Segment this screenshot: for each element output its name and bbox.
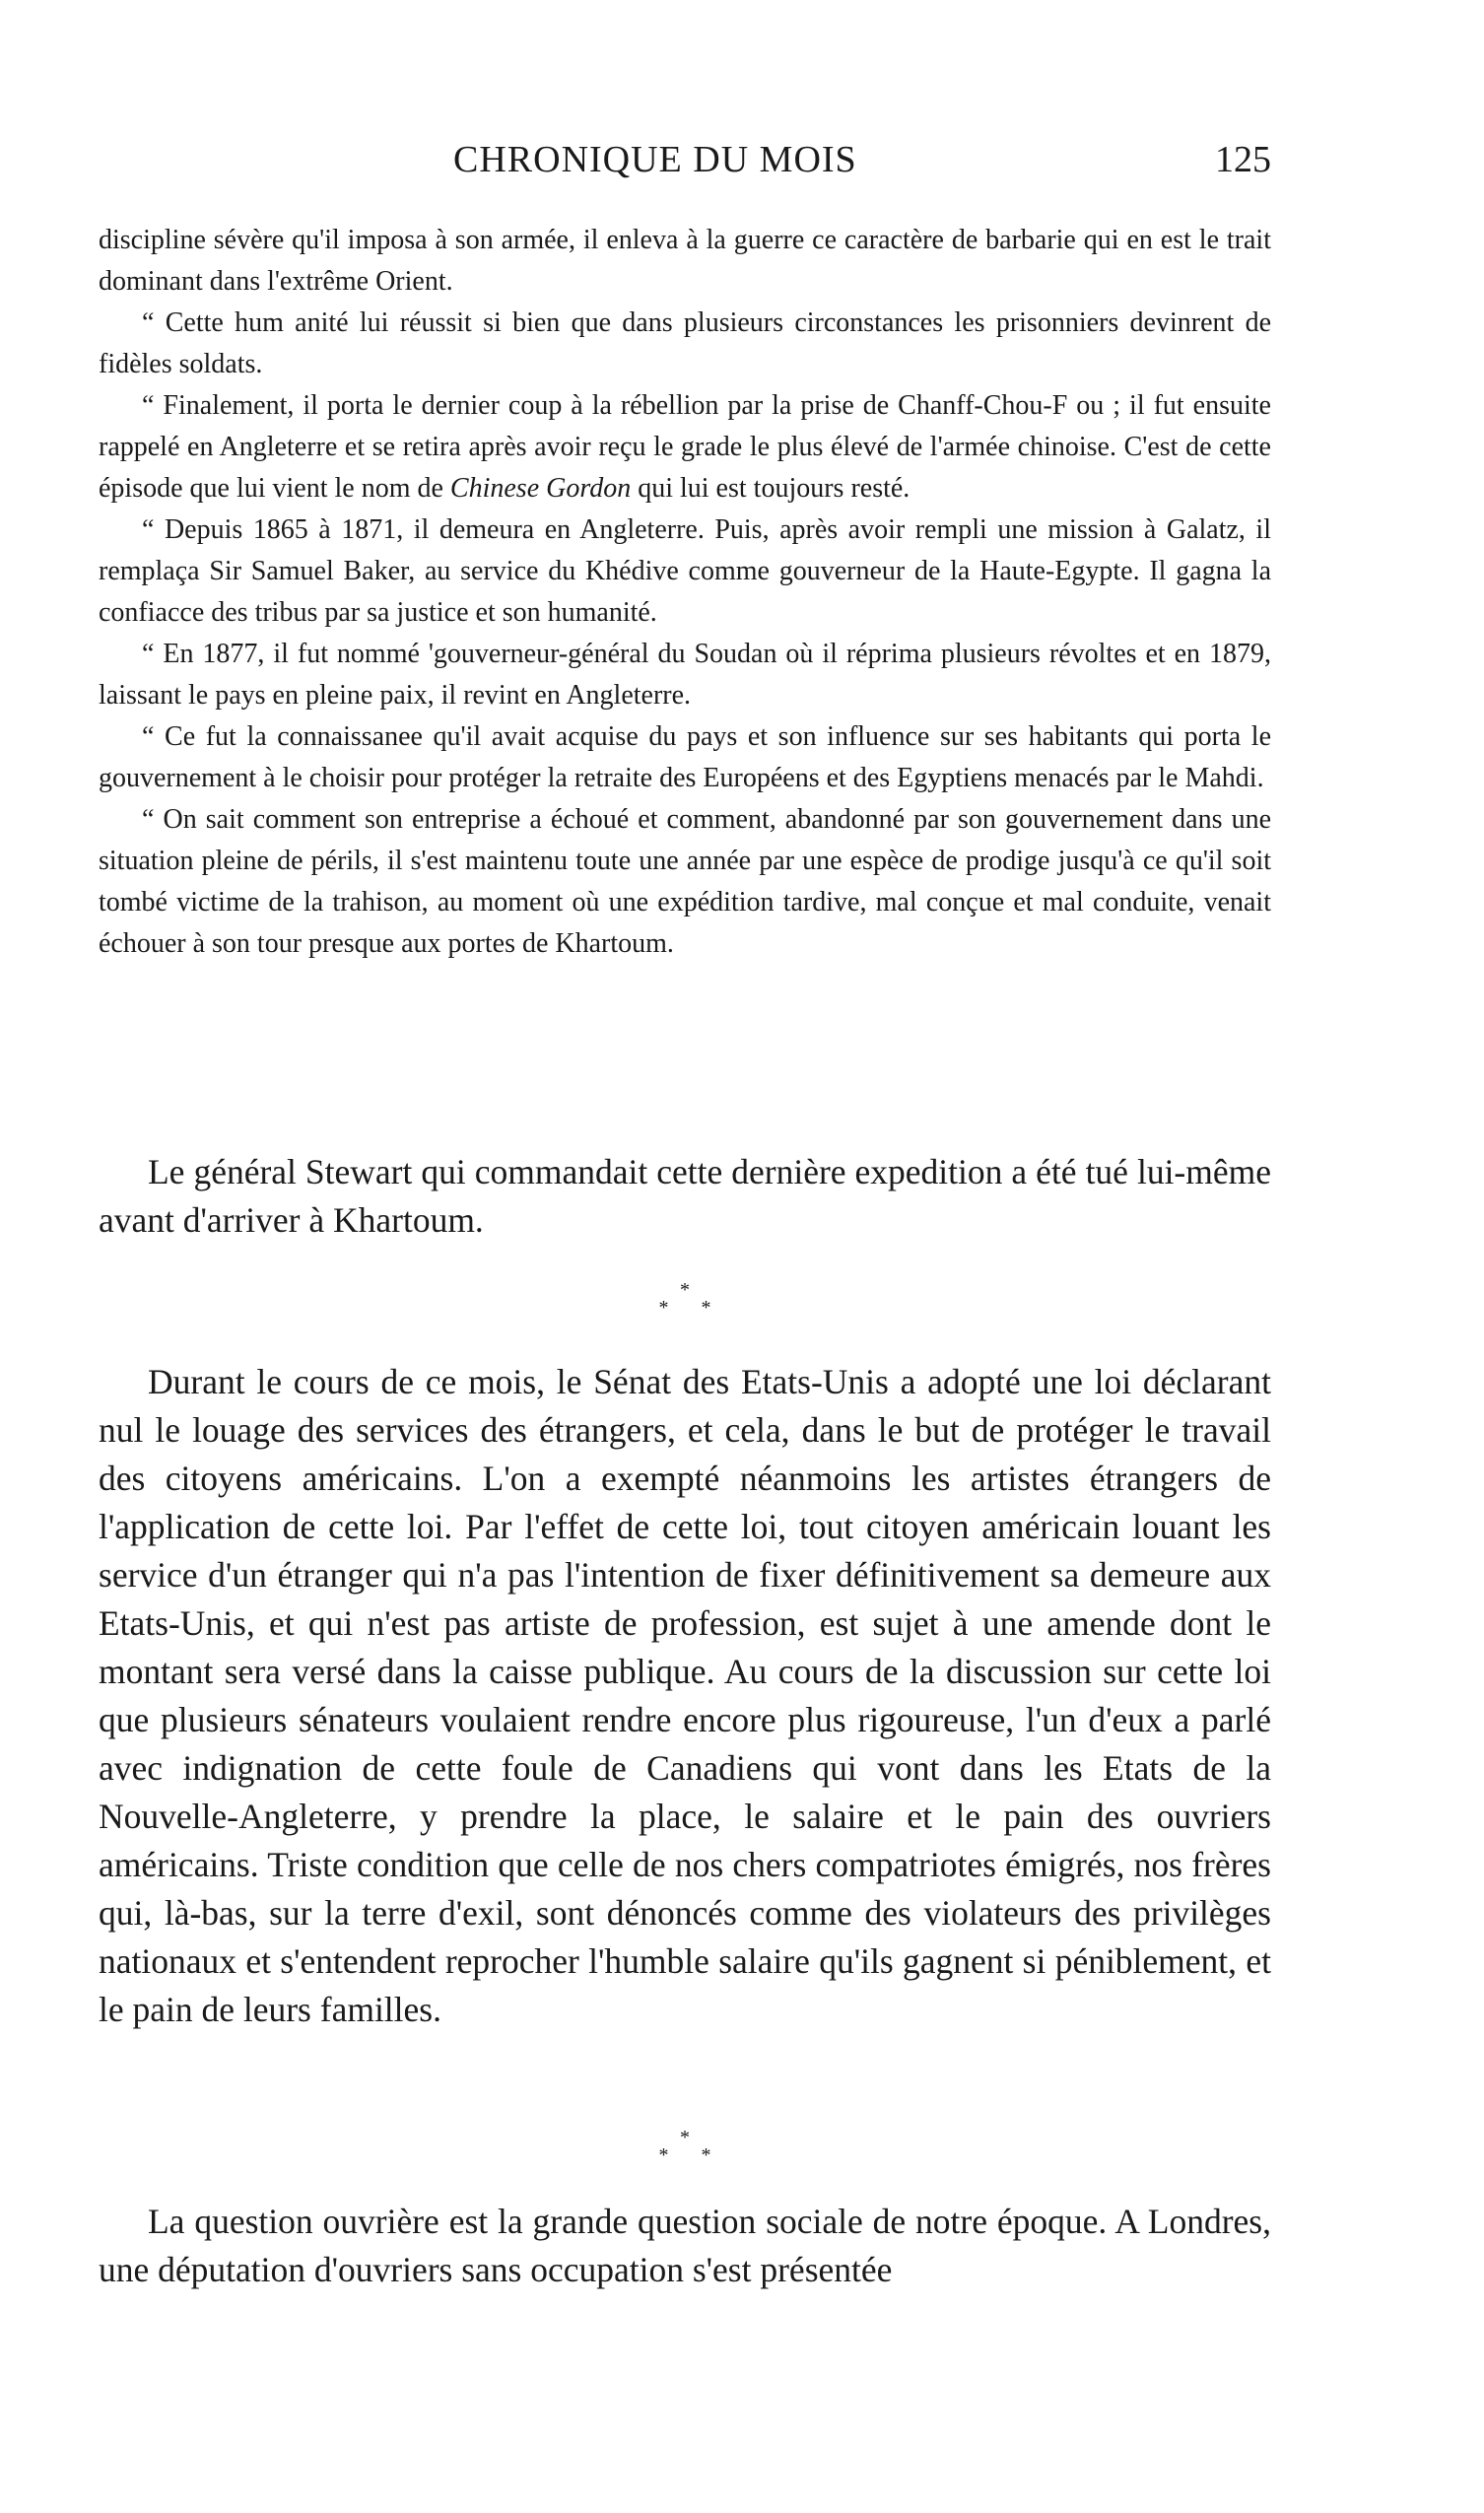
separator-1-top: * <box>680 1279 690 1301</box>
page-number: 125 <box>1215 139 1271 180</box>
separator-1-bottom: * * <box>658 1297 725 1319</box>
section-separator-1 <box>99 1281 1271 1317</box>
running-title: CHRONIQUE DU MOIS <box>453 139 857 180</box>
question-paragraph: La question ouvrière est la grande question sociale de notre époque. A Londres, une députation d'ouvriers sans occupation s'est présentée <box>99 2202 1271 2289</box>
quoted-section <box>99 220 1271 965</box>
quote-paragraph-1: discipline sévère qu'il imposa à son armée, il enleva à la guerre ce caractère de barbarie qui en est le trait dominant dans l'extrême Orient. <box>99 225 1271 297</box>
stewart-paragraph-block <box>99 1148 1271 1245</box>
page-header <box>99 138 1271 197</box>
separator-1-wrap <box>99 1281 1271 1330</box>
separator-2-bottom: * * <box>658 2144 725 2166</box>
quote-paragraph-2: “ Cette hum anité lui réussit si bien que dans plusieurs circonstances les prisonniers devinrent de fidèles soldats. <box>99 307 1271 379</box>
section-separator-2 <box>99 2129 1271 2164</box>
chinese-gordon-italic: Chinese Gordon <box>449 473 632 504</box>
question-paragraph-block <box>99 2198 1271 2294</box>
quote-paragraph-3-end: qui lui est toujours resté. <box>631 473 911 504</box>
quote-paragraph-5: “ En 1877, il fut nommé 'gouverneur-général du Soudan où il réprima plusieurs révoltes et en 1879, laissant le pays en pleine paix, il revint en Angleterre. <box>99 639 1271 711</box>
quote-paragraph-3 <box>99 385 1271 509</box>
stewart-paragraph: Le général Stewart qui commandait cette dernière expedition a été tué lui-même avant d'arriver à Khartoum. <box>99 1152 1271 1240</box>
quote-paragraph-7: “ On sait comment son entreprise a échoué et comment, abandonné par son gouvernement dans une situation pleine de périls, il s'est maintenu toute une année par une espèce de prodige jusqu'à ce qu'il soit tombé victime de la trahison, au moment où une expédition tardive, mal conçue et mal conduite, venait échouer à son tour presque aux portes de Khartoum. <box>99 804 1271 959</box>
separator-2-wrap <box>99 2129 1271 2178</box>
quote-paragraph-6: “ Ce fut la connaissanee qu'il avait acquise du pays et son influence sur ses habitants qui porta le gouvernement à le choisir pour protéger la retraite des Européens et des Egyptiens menacés par le Mahdi. <box>99 721 1271 793</box>
senate-paragraph-block <box>99 1358 1271 2034</box>
quote-paragraph-3-start: “ Finalement, il porta le dernier coup à la rébellion par la prise de Chanff-Chou-F ou ; il fut ensuite rappelé en Angleterre et se retira après avoir reçu le grade le plus élevé de l'armée chinoise. C'est de cette épisode que lui vient le nom de <box>99 390 1271 504</box>
quote-paragraph-4: “ Depuis 1865 à 1871, il demeura en Angleterre. Puis, après avoir rempli une mission à Galatz, il remplaça Sir Samuel Baker, au service du Khédive comme gouverneur de la Haute-Egypte. Il gagna la confiacce des tribus par sa justice et son humanité. <box>99 514 1271 628</box>
senate-paragraph: Durant le cours de ce mois, le Sénat des Etats-Unis a adopté une loi déclarant nul le louage des services des étrangers, et cela, dans le but de protéger le travail des citoyens américains. L'on a exempté néanmoins les artistes étrangers de l'application de cette loi. Par l'effet de cette loi, tout citoyen américain louant les service d'un étranger qui n'a pas l'intention de fixer définitivement sa demeure aux Etats-Unis, et qui n'est pas artiste de profession, est sujet à une amende dont le montant sera versé dans la caisse publique. Au cours de la discussion sur cette loi que plusieurs sénateurs voulaient rendre encore plus rigoureuse, l'un d'eux a parlé avec indignation de cette foule de Canadiens qui vont dans les Etats de la Nouvelle-Angleterre, y prendre la place, le salaire et le pain des ouvriers américains. Triste condition que celle de nos chers compatriotes émigrés, nos frères qui, là-bas, sur la terre d'exil, sont dénoncés comme des violateurs des privilèges nationaux et s'entendent reprocher l'humble salaire qu'ils gagnent si péniblement, et le pain de leurs familles. <box>99 1362 1271 2029</box>
separator-2-top: * <box>680 2127 690 2148</box>
